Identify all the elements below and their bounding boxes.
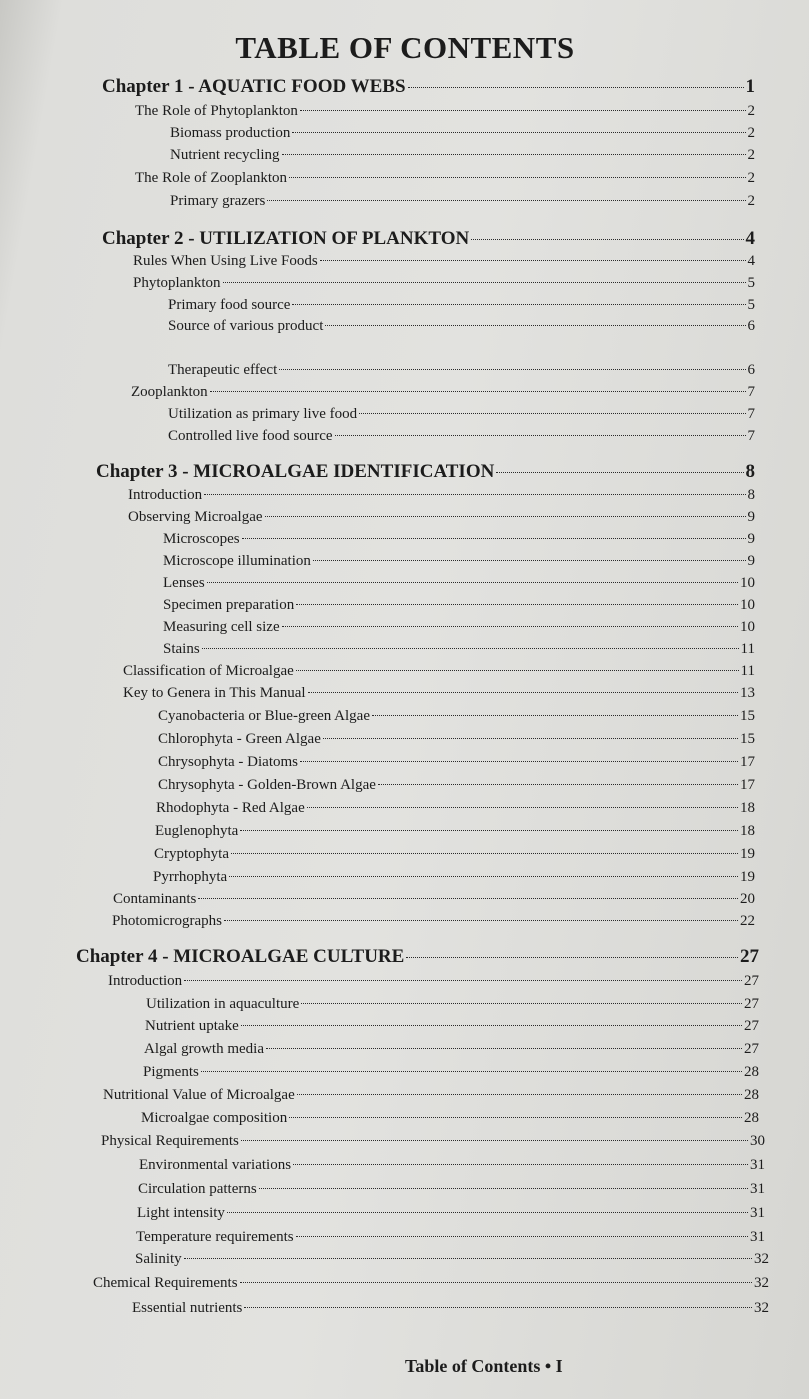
toc-page: 31 xyxy=(750,1229,765,1245)
footer-label: Table of Contents xyxy=(405,1356,541,1376)
leader-dots xyxy=(204,494,745,495)
toc-page: 19 xyxy=(740,869,755,885)
toc-page: 4 xyxy=(747,253,755,269)
toc-label: Therapeutic effect xyxy=(168,362,278,378)
toc-entry[interactable] xyxy=(101,1133,765,1150)
toc-entry[interactable] xyxy=(139,1157,765,1174)
toc-page: 8 xyxy=(747,487,755,503)
toc-label: Circulation patterns xyxy=(138,1181,257,1197)
toc-label: Pigments xyxy=(143,1064,199,1080)
toc-page: 7 xyxy=(747,406,755,422)
leader-dots xyxy=(289,1117,742,1118)
toc-entry[interactable] xyxy=(163,531,755,548)
toc-page: 17 xyxy=(740,754,755,770)
toc-label: Chapter 4 - MICROALGAE CULTURE xyxy=(76,946,405,967)
toc-label: Biomass production xyxy=(170,125,291,141)
toc-label: Algal growth media xyxy=(144,1041,264,1057)
toc-page: 15 xyxy=(740,731,755,747)
toc-page: 2 xyxy=(747,193,755,209)
toc-label: Environmental variations xyxy=(139,1157,292,1173)
toc-entry[interactable] xyxy=(158,777,755,794)
toc-label: Chapter 3 - MICROALGAE IDENTIFICATION xyxy=(96,461,495,482)
toc-entry[interactable] xyxy=(154,846,755,863)
toc-page: 27 xyxy=(740,946,759,967)
toc-page: 2 xyxy=(747,147,755,163)
leader-dots xyxy=(240,1282,752,1283)
toc-entry[interactable] xyxy=(93,1275,769,1292)
toc-entry[interactable] xyxy=(163,619,755,636)
toc-label: Salinity xyxy=(135,1251,182,1267)
toc-label: Zooplankton xyxy=(131,384,208,400)
leader-dots xyxy=(279,369,745,370)
toc-entry[interactable] xyxy=(170,147,755,164)
toc-page: 2 xyxy=(747,170,755,186)
toc-entry[interactable] xyxy=(143,1064,759,1081)
toc-label: Utilization in aquaculture xyxy=(146,996,300,1012)
toc-page: 31 xyxy=(750,1157,765,1173)
toc-label: Utilization as primary live food xyxy=(168,406,358,422)
leader-dots xyxy=(378,784,738,785)
toc-label: The Role of Phytoplankton xyxy=(135,103,298,119)
toc-page: 9 xyxy=(747,531,755,547)
toc-label: Chlorophyta - Green Algae xyxy=(158,731,321,747)
toc-label: Chemical Requirements xyxy=(93,1275,238,1291)
toc-label: Classification of Microalgae xyxy=(123,663,294,679)
toc-page: 8 xyxy=(745,461,755,482)
leader-dots xyxy=(292,304,745,305)
toc-entry[interactable] xyxy=(155,823,755,840)
leader-dots xyxy=(496,472,743,473)
leader-dots xyxy=(297,1094,742,1095)
leader-dots xyxy=(308,692,738,693)
toc-label: Primary grazers xyxy=(170,193,266,209)
page-title: TABLE OF CONTENTS xyxy=(235,30,575,65)
toc-page: 11 xyxy=(740,641,755,657)
toc-page: 5 xyxy=(747,275,755,291)
toc-page: 19 xyxy=(740,846,755,862)
toc-page: 13 xyxy=(740,685,755,701)
toc-page: 31 xyxy=(750,1205,765,1221)
leader-dots xyxy=(325,325,745,326)
toc-page: 18 xyxy=(740,800,755,816)
toc-label: Observing Microalgae xyxy=(128,509,263,525)
toc-entry[interactable] xyxy=(168,362,755,379)
toc-label: Introduction xyxy=(128,487,203,503)
leader-dots xyxy=(259,1188,748,1189)
toc-page: 22 xyxy=(740,913,755,929)
toc-label: Measuring cell size xyxy=(163,619,280,635)
toc-page: 6 xyxy=(747,362,755,378)
toc-page: 9 xyxy=(747,553,755,569)
toc-entry[interactable] xyxy=(123,663,755,680)
toc-entry[interactable] xyxy=(128,487,755,504)
leader-dots xyxy=(320,260,746,261)
leader-dots xyxy=(296,670,739,671)
toc-page: 32 xyxy=(754,1251,769,1267)
toc-label: Temperature requirements xyxy=(136,1229,294,1245)
toc-chapter[interactable] xyxy=(96,461,755,483)
toc-entry[interactable] xyxy=(170,193,755,210)
leader-dots xyxy=(408,87,744,88)
toc-page: 11 xyxy=(740,663,755,679)
leader-dots xyxy=(242,538,746,539)
toc-page: 5 xyxy=(747,297,755,313)
toc-entry[interactable] xyxy=(112,913,755,930)
toc-page: 27 xyxy=(744,973,759,989)
toc-page: 17 xyxy=(740,777,755,793)
toc-entry[interactable] xyxy=(128,509,755,526)
toc-entry[interactable] xyxy=(137,1205,765,1222)
toc-entry[interactable] xyxy=(153,869,755,886)
leader-dots xyxy=(241,1140,748,1141)
toc-entry[interactable] xyxy=(133,253,755,270)
toc-page: 10 xyxy=(740,575,755,591)
toc-label: Essential nutrients xyxy=(132,1300,243,1316)
leader-dots xyxy=(301,1003,742,1004)
toc-label: Pyrrhophyta xyxy=(153,869,228,885)
toc-page: 6 xyxy=(747,318,755,334)
leader-dots xyxy=(359,413,745,414)
toc-page: 7 xyxy=(747,384,755,400)
leader-dots xyxy=(313,560,746,561)
toc-entry[interactable] xyxy=(163,641,755,658)
leader-dots xyxy=(296,604,738,605)
toc-label: Microscope illumination xyxy=(163,553,311,569)
toc-label: Rules When Using Live Foods xyxy=(133,253,318,269)
toc-page: 32 xyxy=(754,1275,769,1291)
toc-entry[interactable] xyxy=(135,170,755,187)
toc-label: Key to Genera in This Manual xyxy=(123,685,306,701)
toc-label: Cryptophyta xyxy=(154,846,229,862)
toc-entry[interactable] xyxy=(136,1229,765,1246)
toc-entry[interactable] xyxy=(158,708,755,725)
leader-dots xyxy=(244,1307,752,1308)
toc-page: 2 xyxy=(747,103,755,119)
toc-entry[interactable] xyxy=(170,125,755,142)
toc-label: Introduction xyxy=(108,973,183,989)
bullet-icon: • xyxy=(544,1356,556,1376)
toc-label: Nutritional Value of Microalgae xyxy=(103,1087,295,1103)
toc-label: Controlled live food source xyxy=(168,428,333,444)
toc-page: 30 xyxy=(750,1133,765,1149)
toc-label: Microalgae composition xyxy=(141,1110,288,1126)
toc-entry[interactable] xyxy=(131,384,755,401)
leader-dots xyxy=(471,239,743,240)
leader-dots xyxy=(372,715,738,716)
toc-entry[interactable] xyxy=(168,428,755,445)
leader-dots xyxy=(265,516,746,517)
toc-label: Rhodophyta - Red Algae xyxy=(156,800,305,816)
toc-label: Lenses xyxy=(163,575,205,591)
toc-label: Chapter 1 - AQUATIC FOOD WEBS xyxy=(102,76,406,97)
leader-dots xyxy=(198,898,738,899)
toc-entry[interactable] xyxy=(156,800,755,817)
toc-chapter[interactable] xyxy=(102,76,755,98)
leader-dots xyxy=(266,1048,742,1049)
toc-page: 15 xyxy=(740,708,755,724)
toc-chapter[interactable] xyxy=(102,228,755,250)
toc-page: 10 xyxy=(740,619,755,635)
leader-dots xyxy=(267,200,745,201)
leader-dots xyxy=(289,177,745,178)
leader-dots xyxy=(406,957,738,958)
leader-dots xyxy=(241,1025,742,1026)
toc-page: 1 xyxy=(745,76,755,97)
toc-label: Chrysophyta - Golden-Brown Algae xyxy=(158,777,376,793)
leader-dots xyxy=(201,1071,742,1072)
toc-label: Contaminants xyxy=(113,891,197,907)
toc-page: 28 xyxy=(744,1064,759,1080)
toc-entry[interactable] xyxy=(123,685,755,702)
toc-label: Euglenophyta xyxy=(155,823,239,839)
toc-entry[interactable] xyxy=(163,553,755,570)
toc-entry[interactable] xyxy=(113,891,755,908)
toc-label: Cyanobacteria or Blue-green Algae xyxy=(158,708,370,724)
toc-label: Stains xyxy=(163,641,200,657)
toc-page: 31 xyxy=(750,1181,765,1197)
toc-entry[interactable] xyxy=(103,1087,759,1104)
toc-page: 28 xyxy=(744,1087,759,1103)
toc-entry[interactable] xyxy=(132,1300,769,1317)
toc-label: Source of various product xyxy=(168,318,324,334)
toc-page: 4 xyxy=(745,228,755,249)
toc-label: Chrysophyta - Diatoms xyxy=(158,754,298,770)
leader-dots xyxy=(229,876,738,877)
toc-label: Phytoplankton xyxy=(133,275,221,291)
leader-dots xyxy=(223,282,746,283)
toc-entry[interactable] xyxy=(158,731,755,748)
toc-entry[interactable] xyxy=(135,1251,769,1268)
toc-label: Light intensity xyxy=(137,1205,225,1221)
toc-label: Primary food source xyxy=(168,297,291,313)
toc-label: Nutrient uptake xyxy=(145,1018,239,1034)
toc-label: The Role of Zooplankton xyxy=(135,170,288,186)
toc-entry[interactable] xyxy=(144,1041,759,1058)
toc-entry[interactable] xyxy=(146,996,759,1013)
leader-dots xyxy=(207,582,738,583)
toc-page: 18 xyxy=(740,823,755,839)
toc-entry[interactable] xyxy=(141,1110,759,1127)
leader-dots xyxy=(335,435,746,436)
toc-label: Photomicrographs xyxy=(112,913,222,929)
toc-label: Chapter 2 - UTILIZATION OF PLANKTON xyxy=(102,228,470,249)
leader-dots xyxy=(227,1212,748,1213)
leader-dots xyxy=(282,154,746,155)
toc-chapter[interactable] xyxy=(76,946,759,968)
toc-entry[interactable] xyxy=(145,1018,759,1035)
toc-entry[interactable] xyxy=(163,597,755,614)
leader-dots xyxy=(202,648,739,649)
toc-entry[interactable] xyxy=(168,297,755,314)
toc-page: 2 xyxy=(747,125,755,141)
toc-page: 9 xyxy=(747,509,755,525)
leader-dots xyxy=(224,920,738,921)
toc-page: 27 xyxy=(744,1041,759,1057)
toc-label: Microscopes xyxy=(163,531,240,547)
toc-page: 27 xyxy=(744,1018,759,1034)
leader-dots xyxy=(292,132,745,133)
footer-page-number: I xyxy=(555,1356,563,1376)
leader-dots xyxy=(300,110,746,111)
toc-page: 7 xyxy=(747,428,755,444)
toc-entry[interactable] xyxy=(108,973,759,990)
toc-entry[interactable] xyxy=(158,754,755,771)
toc-entry[interactable] xyxy=(168,318,755,335)
leader-dots xyxy=(231,853,738,854)
page-footer xyxy=(405,1356,563,1377)
toc-page: 20 xyxy=(740,891,755,907)
toc-page: 28 xyxy=(744,1110,759,1126)
leader-dots xyxy=(184,1258,752,1259)
leader-dots xyxy=(307,807,738,808)
leader-dots xyxy=(210,391,746,392)
leader-dots xyxy=(240,830,738,831)
toc-label: Physical Requirements xyxy=(101,1133,239,1149)
toc-entry[interactable] xyxy=(138,1181,765,1198)
toc-entry[interactable] xyxy=(135,103,755,120)
toc-entry[interactable] xyxy=(168,406,755,423)
leader-dots xyxy=(300,761,738,762)
toc-entry[interactable] xyxy=(163,575,755,592)
toc-entry[interactable] xyxy=(133,275,755,292)
leader-dots xyxy=(184,980,742,981)
toc-label: Specimen preparation xyxy=(163,597,295,613)
leader-dots xyxy=(293,1164,748,1165)
toc-page: 27 xyxy=(744,996,759,1012)
leader-dots xyxy=(296,1236,748,1237)
toc-label: Nutrient recycling xyxy=(170,147,280,163)
leader-dots xyxy=(282,626,738,627)
toc-page: 10 xyxy=(740,597,755,613)
leader-dots xyxy=(323,738,738,739)
toc-page: 32 xyxy=(754,1300,769,1316)
